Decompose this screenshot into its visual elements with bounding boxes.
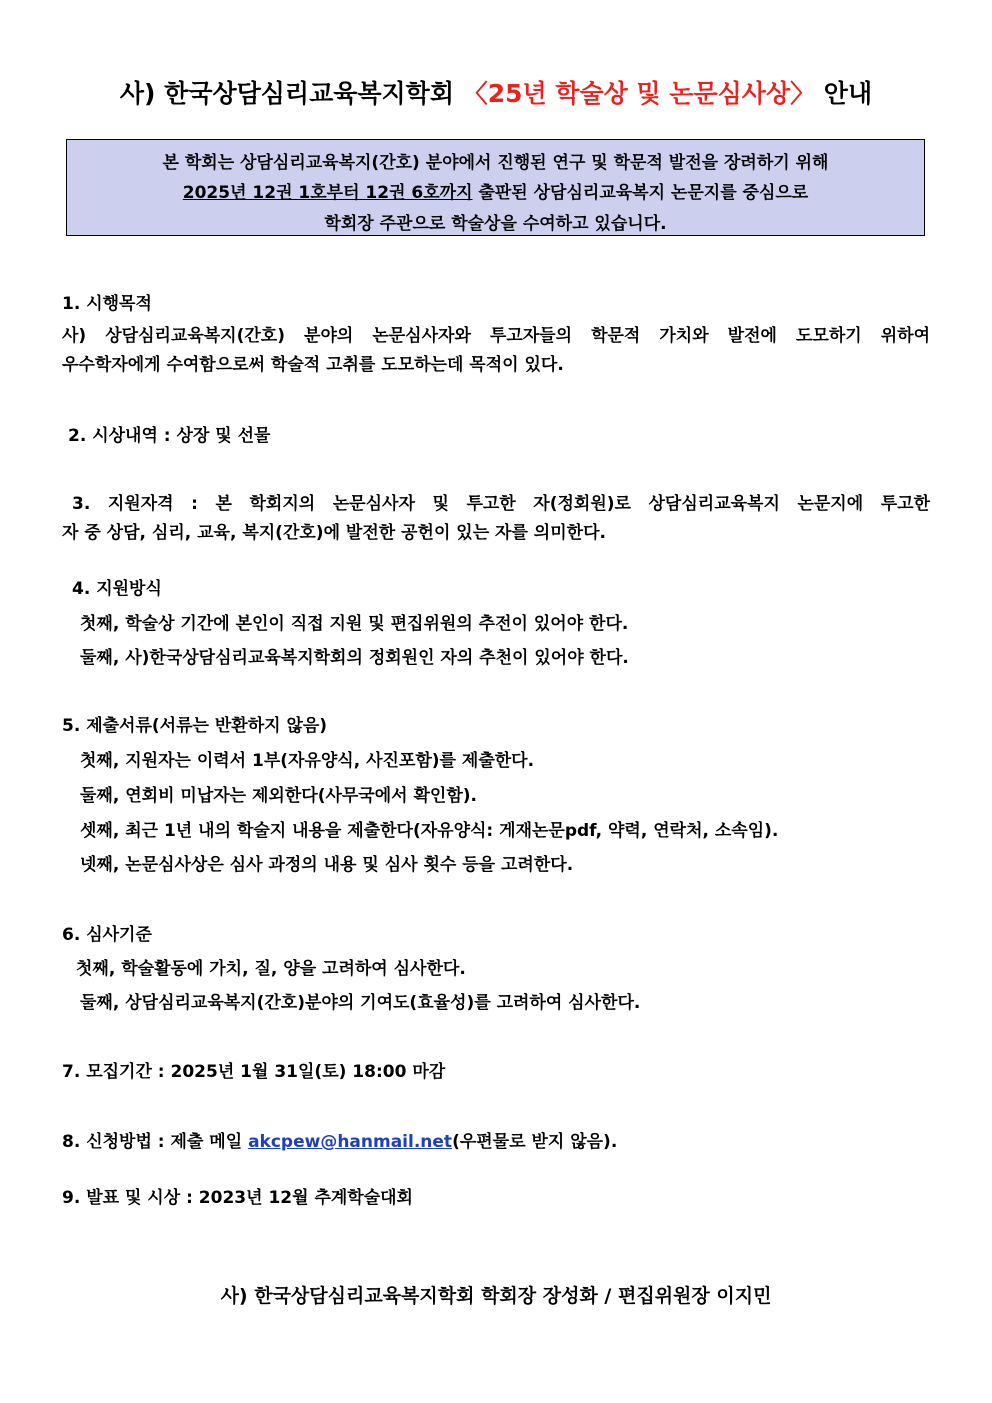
section-6-item: 첫째, 학술활동에 가치, 질, 양을 고려하여 심사한다.	[76, 959, 466, 979]
intro-period: 2025년 12권 1호부터 12권 6호까지	[182, 183, 473, 203]
section-4-item: 첫째, 학술상 기간에 본인이 직접 지원 및 편집위원의 추전이 있어야 한다.	[80, 614, 629, 634]
section-8-text	[62, 1127, 617, 1152]
section-4-item: 둘째, 사)한국상담심리교육복지학회의 정회원인 자의 추천이 있어야 한다.	[80, 648, 629, 668]
intro-line-2-rest: 출판된 상담심리교육복지 논문지를 중심으로	[472, 183, 809, 203]
title-suffix: 안내	[815, 79, 873, 108]
email-link[interactable]: akcpew@hanmail.net	[248, 1132, 453, 1152]
section-2-text: 2. 시상내역 : 상장 및 선물	[68, 426, 271, 446]
intro-box	[66, 139, 925, 236]
section-5-heading: 5. 제출서류(서류는 반환하지 않음)	[62, 716, 328, 736]
section-3-line-2: 자 중 상담, 심리, 교육, 복지(간호)에 발전한 공헌이 있는 자를 의미한다.	[62, 523, 606, 543]
section-5-item: 둘째, 연회비 미납자는 제외한다(사무국에서 확인함).	[80, 786, 477, 806]
section-7-text: 7. 모집기간 : 2025년 1월 31일(토) 18:00 마감	[62, 1062, 446, 1082]
intro-line-1: 본 학회는 상담심리교육복지(간호) 분야에서 진행된 연구 및 학문적 발전을 장려하기 위해	[162, 153, 829, 173]
section-1-line-2: 우수학자에게 수여함으로써 학술적 고취를 도모하는데 목적이 있다.	[62, 355, 564, 375]
intro-line-3: 학회장 주관으로 학술상을 수여하고 있습니다.	[324, 214, 667, 234]
section-1-line-1: 사) 상담심리교육복지(간호) 분야의 논문심사자와 투고자들의 학문적 가치와 발전에 도모하기 위하여	[62, 326, 930, 346]
section-4-heading: 4. 지원방식	[72, 579, 162, 599]
section-8-suffix: (우편물로 받지 않음).	[452, 1132, 618, 1152]
footer-signature: 사) 한국상담심리교육복지학회 학회장 장성화 / 편집위원장 이지민	[220, 1285, 772, 1307]
section-9-text: 9. 발표 및 시상 : 2023년 12월 추계학술대회	[62, 1188, 413, 1208]
section-5-item: 첫째, 지원자는 이력서 1부(자유양식, 사진포함)를 제출한다.	[80, 751, 535, 771]
section-8-prefix: 8. 신청방법 : 제출 메일	[62, 1132, 249, 1152]
section-1-heading: 1. 시행목적	[62, 294, 152, 314]
section-5-item: 넷째, 논문심사상은 심사 과정의 내용 및 심사 횟수 등을 고려한다.	[80, 855, 574, 875]
title-highlight: 〈25년 학술상 및 논문심사상〉	[462, 79, 816, 108]
page-title	[0, 74, 992, 110]
section-6-heading: 6. 심사기준	[62, 925, 152, 945]
title-prefix: 사) 한국상담심리교육복지학회	[119, 79, 463, 108]
section-6-item: 둘째, 상담심리교육복지(간호)분야의 기여도(효율성)를 고려하여 심사한다.	[80, 993, 641, 1013]
section-5-item: 셋째, 최근 1년 내의 학술지 내용을 제출한다(자유양식: 게재논문pdf, 약력, 연락처, 소속임).	[80, 821, 779, 841]
intro-line-2	[67, 178, 924, 203]
section-3-line-1: 3. 지원자격 : 본 학회지의 논문심사자 및 투고한 자(정회원)로 상담심리교육복지 논문지에 투고한	[72, 494, 930, 514]
